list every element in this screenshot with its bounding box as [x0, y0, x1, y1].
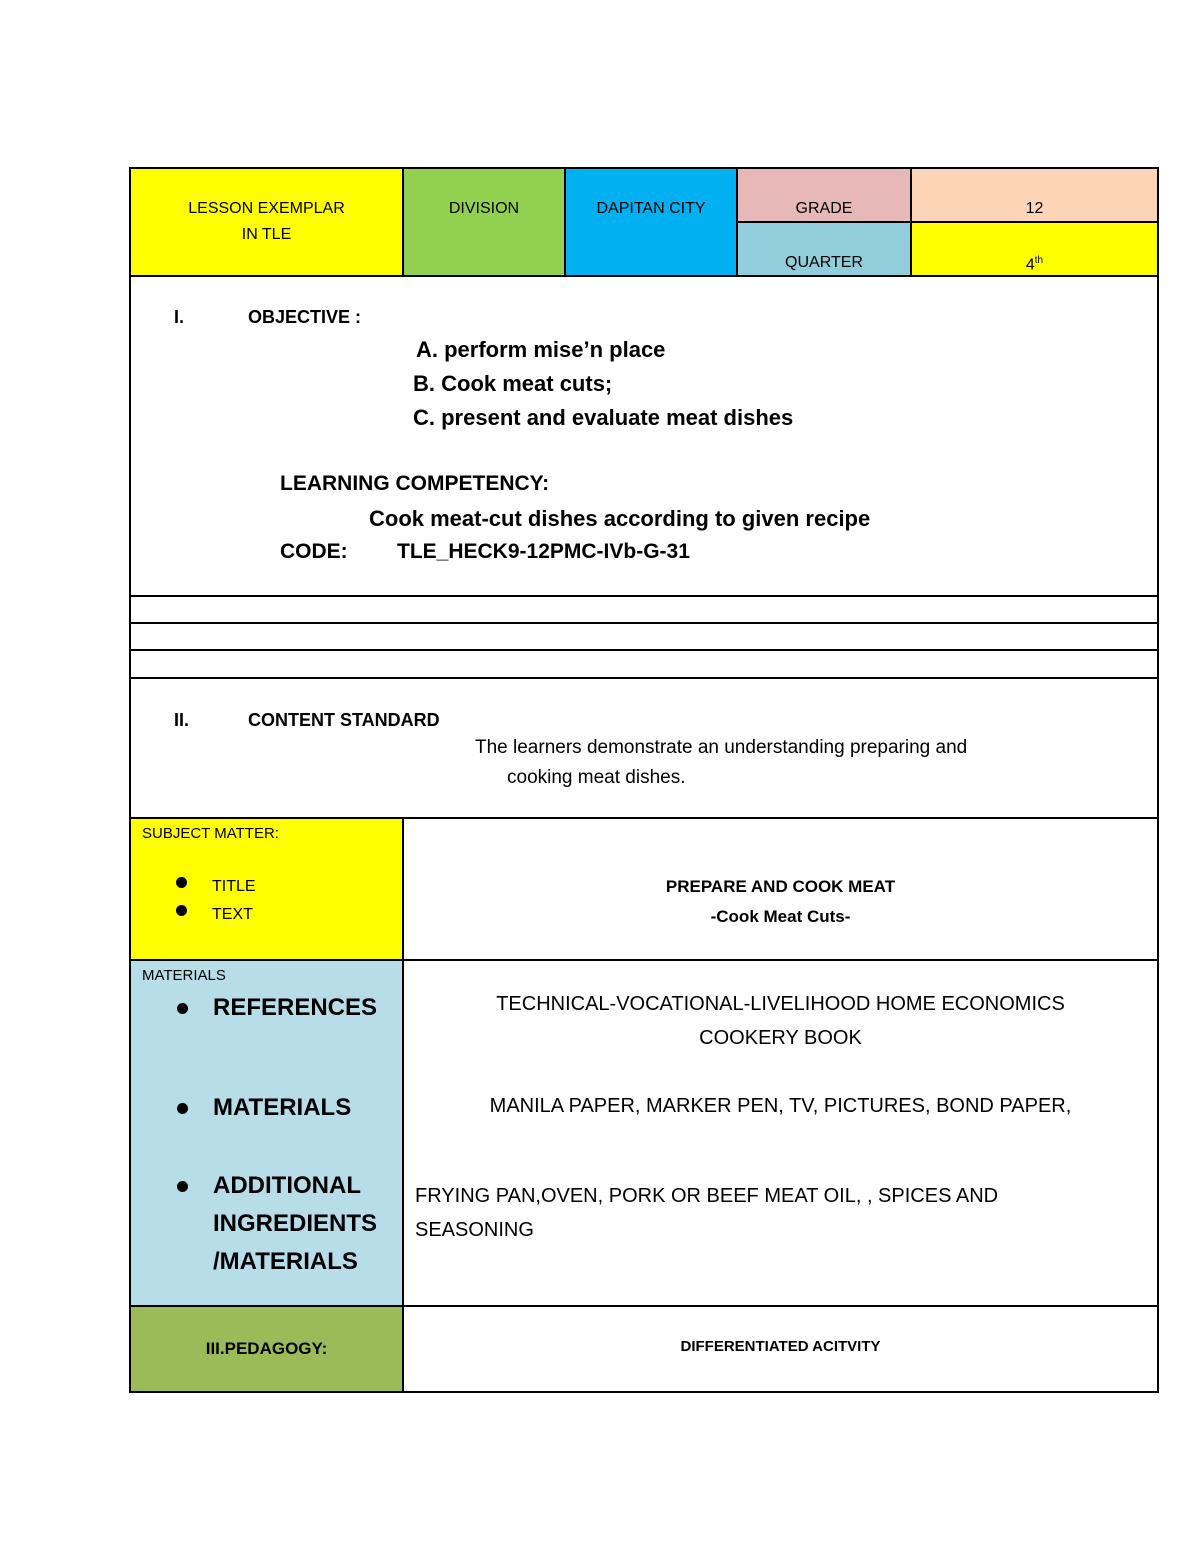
objective-item-a: A. perform mise’n place [416, 337, 666, 362]
lesson-title-line2: IN TLE [241, 226, 292, 243]
grade-value: 12 [1025, 200, 1044, 217]
content-standard-line2: cooking meat dishes. [507, 767, 686, 788]
materials-value: MANILA PAPER, MARKER PEN, TV, PICTURES, BOND PAPER, [489, 1095, 1072, 1117]
additional-line1: ADDITIONAL [213, 1172, 361, 1199]
additional-line2: INGREDIENTS [213, 1210, 378, 1237]
subject-subtitle: -Cook Meat Cuts- [710, 907, 851, 926]
subject-bullet-text: TEXT [212, 906, 253, 923]
subject-title: PREPARE AND COOK MEAT [665, 877, 896, 896]
materials-label: MATERIALS [142, 967, 226, 984]
content-standard-line1: The learners demonstrate an understanding preparing and [475, 737, 968, 758]
content-standard-number: II. [174, 710, 190, 730]
objective-heading: OBJECTIVE : [248, 307, 362, 327]
quarter-suffix: th [1034, 254, 1044, 266]
objective-number: I. [174, 307, 185, 327]
grade-label: GRADE [795, 200, 853, 217]
code-value: TLE_HECK9-12PMC-IVb-G-31 [397, 540, 690, 563]
pedagogy-label: III.PEDAGOGY: [205, 1339, 328, 1358]
additional-value-line2: SEASONING [415, 1219, 534, 1241]
additional-value-line1: FRYING PAN,OVEN, PORK OR BEEF MEAT OIL, , SPICES AND [415, 1185, 999, 1207]
materials-item-label: MATERIALS [213, 1094, 352, 1121]
code-label: CODE: [280, 540, 348, 563]
references-value-line2: COOKERY BOOK [699, 1027, 862, 1049]
content-standard-heading: CONTENT STANDARD [248, 710, 440, 730]
learning-competency-text: Cook meat-cut dishes according to given recipe [369, 506, 871, 531]
subject-matter-label: SUBJECT MATTER: [142, 825, 279, 842]
objective-item-b: B. Cook meat cuts; [413, 371, 613, 396]
table-outer-border [129, 167, 1159, 1393]
pedagogy-value: DIFFERENTIATED ACITVITY [680, 1337, 881, 1355]
additional-line3: /MATERIALS [213, 1248, 358, 1275]
objective-item-c: C. present and evaluate meat dishes [413, 405, 794, 430]
learning-competency-label: LEARNING COMPETENCY: [280, 472, 550, 495]
division-label: DIVISION [448, 200, 520, 217]
references-label: REFERENCES [213, 994, 378, 1021]
quarter-label: QUARTER [785, 254, 863, 271]
quarter-value: 4th [1025, 254, 1044, 274]
subject-bullet-title: TITLE [212, 878, 256, 895]
references-value-line1: TECHNICAL-VOCATIONAL-LIVELIHOOD HOME ECONOMICS [496, 993, 1065, 1015]
lesson-title-line1: LESSON EXEMPLAR [188, 200, 345, 217]
division-value: DAPITAN CITY [596, 200, 706, 217]
